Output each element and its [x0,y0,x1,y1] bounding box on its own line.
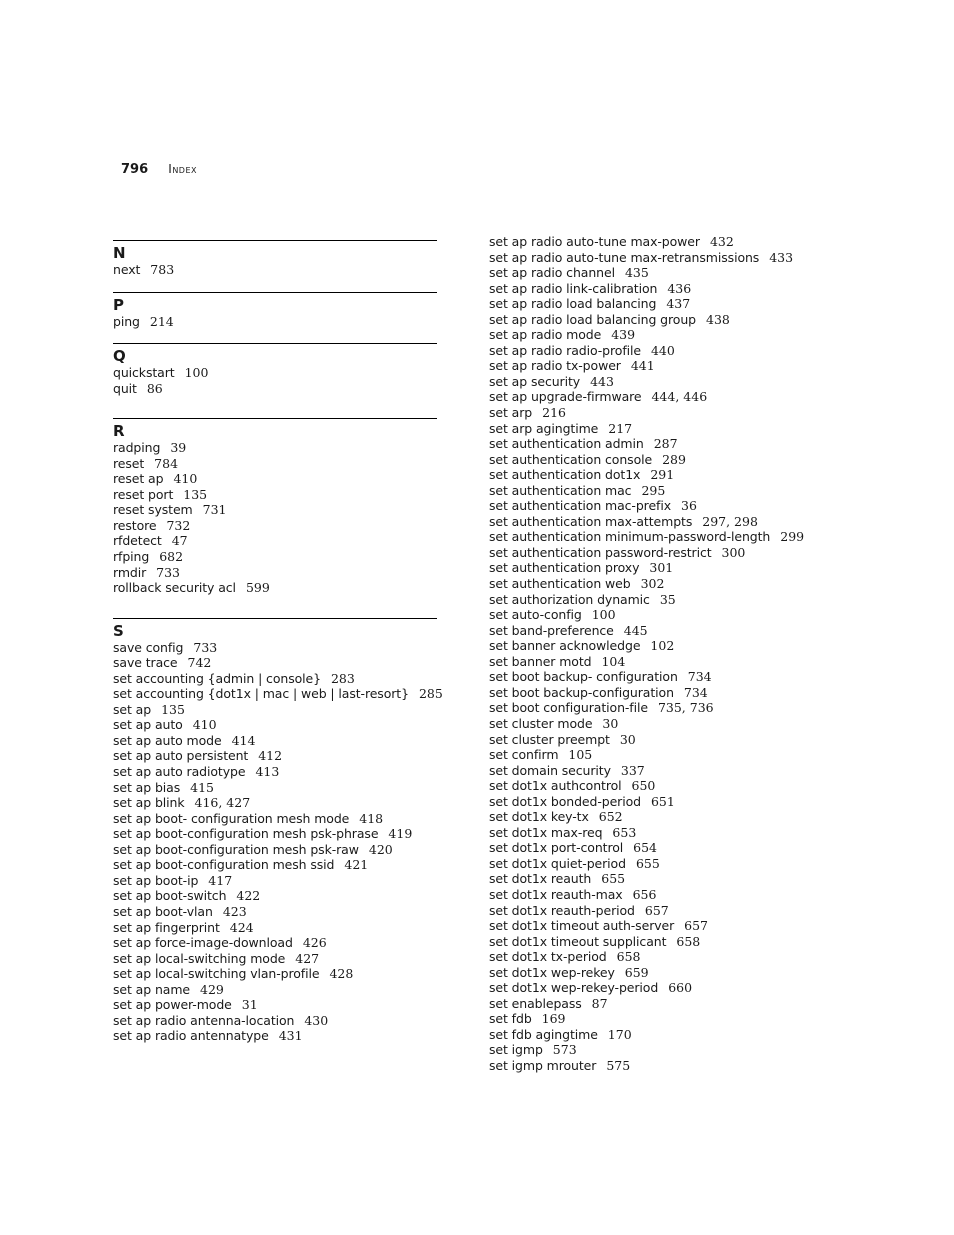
page-reference: 417 [208,872,233,888]
index-term: set ap auto persistent [113,748,249,764]
index-term: set band-preference [489,622,614,638]
index-term: set authentication admin [489,436,644,452]
index-term: restore [113,517,157,533]
index-term: set dot1x wep-rekey-period [489,980,659,996]
index-term: set accounting {admin | console} [113,670,321,686]
index-term: set ap radio load balancing [489,296,657,312]
index-term: set authorization dynamic [489,591,650,607]
index-term: set ap bias [113,779,181,795]
index-entry [489,234,829,250]
page-reference: 656 [632,886,657,902]
page-reference: 731 [202,502,227,518]
index-term: set ap boot-vlan [113,903,213,919]
index-entry [113,982,437,998]
page-reference: 415 [190,779,214,795]
index-term: set dot1x authcontrol [489,778,622,794]
index-entry [489,436,829,452]
index-entry [489,607,829,623]
index-entry [489,840,829,856]
index-entry [489,452,829,468]
page-reference: 416, 427 [194,795,251,811]
index-term: set ap blink [113,795,185,811]
index-term: set igmp [489,1042,543,1058]
index-entry [113,381,437,397]
index-entry [489,389,829,405]
page-reference: 418 [359,810,384,826]
index-term: set enablepass [489,995,582,1011]
page-reference: 102 [650,638,675,654]
page-reference: 651 [650,793,675,809]
index-entry [489,358,829,374]
index-term: reset port [113,486,174,502]
index-entry [489,1027,829,1043]
section-letter: S [113,621,124,640]
page-reference: 302 [640,576,665,592]
page-reference: 439 [611,327,636,343]
index-entry [113,920,437,936]
index-entry [113,780,437,796]
index-entry [489,483,829,499]
page-reference: 432 [709,234,734,249]
index-term: set ap radio tx-power [489,358,621,374]
index-entry [113,997,437,1013]
index-term: save trace [113,655,178,671]
index-entry [113,935,437,951]
index-entry [489,1042,829,1058]
index-section [113,343,437,396]
index-term: set dot1x bonded-period [489,793,641,809]
page-reference: 440 [650,342,675,358]
index-term: set authentication minimum-password-length [489,529,771,545]
page-reference: 428 [329,966,354,982]
index-entry [489,716,829,732]
index-entry [489,529,829,545]
page-reference: 86 [146,380,163,396]
index-entry [113,456,437,472]
index-entry [489,871,829,887]
page-reference: 650 [631,778,656,794]
index-term: save config [113,639,184,655]
index-entry [489,421,829,437]
index-term: set authentication max-attempts [489,513,693,529]
page-reference: 734 [687,669,712,685]
index-entry [489,281,829,297]
index-entry [113,565,437,581]
index-entry [113,640,437,656]
page-reference: 287 [653,436,678,452]
page-reference: 429 [200,981,224,997]
page-reference: 295 [641,482,666,498]
index-term: set authentication dot1x [489,467,641,483]
index-entry [489,545,829,561]
page-reference: 285 [418,686,443,702]
index-term: set authentication console [489,451,653,467]
index-term: set dot1x timeout auth-server [489,918,675,934]
index-entry [489,887,829,903]
index-term: set ap radio mode [489,327,602,343]
index-term: quit [113,380,137,396]
index-term: set authentication proxy [489,560,640,576]
index-entry [489,343,829,359]
page-header [121,160,197,179]
page-reference: 424 [229,919,254,935]
index-term: set dot1x max-req [489,824,603,840]
index-entry [113,533,437,549]
index-entry [489,809,829,825]
index-term: set ap [113,701,152,717]
page-reference: 443 [590,373,614,389]
index-term: set ap radio auto-tune max-retransmissions [489,249,760,265]
page-reference: 735, 736 [657,700,714,716]
index-term: reset system [113,502,193,518]
page-reference: 100 [591,607,616,623]
page-reference: 30 [602,715,619,731]
page-reference: 413 [255,764,280,780]
page-reference: 297, 298 [702,513,758,529]
page-reference: 337 [620,762,645,778]
index-entry [113,580,437,596]
page-reference: 36 [681,498,697,514]
index-term: set ap power-mode [113,997,232,1013]
page-reference: 35 [659,591,676,607]
index-term: set banner acknowledge [489,638,641,654]
index-entry [489,312,829,328]
index-term: set ap radio auto-tune max-power [489,234,700,249]
index-entry [489,654,829,670]
index-term: ping [113,313,140,329]
page-reference: 291 [650,467,675,483]
index-entry [489,732,829,748]
index-entry [113,702,437,718]
index-term: set accounting {dot1x | mac | web | last-resort} [113,686,409,702]
page-reference: 433 [769,249,794,265]
index-term: radping [113,440,161,456]
index-term: set dot1x key-tx [489,809,589,825]
index-term: set cluster preempt [489,731,610,747]
index-entry [113,826,437,842]
index-term: set ap force-image-download [113,935,293,951]
page-reference: 445 [623,622,648,638]
page-reference: 105 [568,747,593,763]
index-term: set dot1x reauth [489,871,592,887]
page-reference: 655 [635,855,660,871]
page-reference: 783 [150,262,175,277]
index-entry [113,842,437,858]
index-entry [113,655,437,671]
index-entry [489,638,829,654]
index-entry [113,904,437,920]
page-reference: 214 [149,313,174,329]
index-term: set authentication mac-prefix [489,498,672,514]
index-entry [113,764,437,780]
index-entry [113,471,437,487]
page-reference: 435 [624,265,649,281]
index-term: set dot1x reauth-period [489,902,635,918]
index-term: quickstart [113,365,175,381]
index-term: set ap auto radiotype [113,764,246,780]
index-section [113,418,437,595]
index-term: set ap boot-switch [113,888,227,904]
index-entry [489,498,829,514]
index-term: set domain security [489,762,611,778]
index-entry [489,949,829,965]
page-reference: 135 [161,701,185,717]
index-term: set boot configuration-file [489,700,648,716]
index-entry [489,374,829,390]
page-reference: 31 [241,997,258,1013]
index-term: set ap security [489,373,581,389]
index-term: set arp agingtime [489,420,599,436]
index-term: set dot1x timeout supplicant [489,933,667,949]
index-section [113,240,437,278]
index-entry [489,576,829,592]
page-reference: 657 [644,902,669,918]
page-reference: 733 [156,564,181,580]
index-term: set ap boot-configuration mesh ssid [113,857,335,873]
page-reference: 733 [193,639,218,655]
page-reference: 87 [591,995,608,1011]
page-reference: 682 [159,549,184,565]
index-entry [489,265,829,281]
index-entry [489,747,829,763]
page-reference: 437 [666,296,691,312]
index-entry [113,966,437,982]
page-reference: 216 [542,405,566,421]
page-reference: 419 [388,826,413,842]
page-reference: 732 [166,517,191,533]
page-reference: 423 [222,903,247,919]
index-term: set confirm [489,747,559,763]
index-term: set boot backup-configuration [489,684,674,700]
index-entry [489,996,829,1012]
page-reference: 104 [601,653,626,669]
page-reference: 657 [684,918,709,934]
page-reference: 653 [612,824,637,840]
page-reference: 441 [630,358,655,374]
running-title: Index [168,162,197,176]
index-term: set authentication mac [489,482,632,498]
section-letter: R [113,422,125,441]
index-term: set ap boot-ip [113,872,199,888]
index-term: next [113,262,141,277]
page-reference: 30 [619,731,636,747]
index-entry [489,685,829,701]
page-reference: 412 [258,748,283,764]
index-entry [489,825,829,841]
index-term: set ap local-switching vlan-profile [113,966,320,982]
index-term: set ap radio antennatype [113,1028,269,1044]
index-entry [113,549,437,565]
page-reference: 436 [667,280,692,296]
index-term: set banner motd [489,653,592,669]
index-term: set ap boot- configuration mesh mode [113,810,350,826]
index-term: set cluster mode [489,715,593,731]
index-entry [489,918,829,934]
index-term: set igmp mrouter [489,1057,597,1073]
page-reference: 652 [598,809,623,825]
index-entry [113,365,437,381]
index-entry [113,518,437,534]
index-entry [113,888,437,904]
index-term: set ap fingerprint [113,919,220,935]
page-reference: 300 [721,544,746,560]
page-number: 796 [121,162,149,177]
index-entry [489,467,829,483]
page-reference: 217 [608,420,633,436]
index-entry [113,748,437,764]
page-reference: 283 [330,670,355,686]
index-entry [489,903,829,919]
index-entry [489,980,829,996]
index-entry [489,965,829,981]
section-letter: P [113,295,124,314]
index-entry [113,733,437,749]
index-entry [113,1013,437,1029]
index-entry [113,795,437,811]
index-entry [489,405,829,421]
index-term: rfdetect [113,533,162,549]
index-term: rmdir [113,564,147,580]
index-entry [113,873,437,889]
page-reference: 135 [183,486,208,502]
index-term: set dot1x tx-period [489,949,607,965]
index-entry [489,1058,829,1074]
index-term: set boot backup- configuration [489,669,678,685]
index-term: set ap radio antenna-location [113,1012,295,1028]
page-reference: 659 [624,964,649,980]
index-term: set ap radio radio-profile [489,342,641,358]
index-entry [489,794,829,810]
index-section [113,292,437,330]
index-entry [113,502,437,518]
index-term: set ap radio link-calibration [489,280,658,296]
index-term: set dot1x quiet-period [489,855,626,871]
index-term: set dot1x reauth-max [489,886,623,902]
index-section [113,618,443,1044]
page-reference: 444, 446 [651,389,708,405]
index-entry [113,857,437,873]
index-entry [489,296,829,312]
page-reference: 654 [633,840,658,856]
page-reference: 289 [662,451,686,467]
page-reference: 301 [649,560,674,576]
index-term: set ap radio load balancing group [489,311,696,327]
index-entry [489,763,829,779]
page-reference: 660 [668,980,693,996]
index-entry [113,1028,437,1044]
index-term: set ap local-switching mode [113,950,286,966]
index-term: set ap upgrade-firmware [489,389,642,405]
section-letter: Q [113,347,126,366]
section-letter: N [113,244,126,262]
page-reference: 655 [601,871,626,887]
page-reference: 426 [302,935,327,951]
index-term: set dot1x port-control [489,840,624,856]
page-reference: 599 [245,580,270,596]
page-reference: 420 [368,841,393,857]
index-entry [489,250,829,266]
index-term: set ap auto mode [113,732,222,748]
index-term: rfping [113,549,150,565]
index-entry [113,440,437,456]
index-term: set authentication password-restrict [489,544,712,560]
page-reference: 575 [606,1057,631,1073]
index-column-left [113,240,443,1044]
index-term: set ap boot-configuration mesh psk-raw [113,841,359,857]
page-reference: 658 [616,949,641,965]
page-reference: 573 [552,1042,577,1058]
page-reference: 734 [683,684,708,700]
index-entry [489,560,829,576]
index-entry [113,686,443,702]
page-reference: 430 [304,1012,329,1028]
page-reference: 299 [780,529,805,545]
index-entry [113,671,437,687]
index-term: reset ap [113,471,164,487]
index-term: reset [113,455,145,471]
index-entry [489,778,829,794]
index-term: set authentication web [489,576,631,592]
index-entry [489,700,829,716]
index-entry [489,514,829,530]
index-entry [489,669,829,685]
index-entry [113,487,437,503]
page-reference: 169 [541,1011,566,1027]
index-entry [113,811,437,827]
index-term: rollback security acl [113,580,236,596]
index-term: set ap auto [113,717,183,733]
index-entry [113,262,437,278]
page-reference: 658 [676,933,701,949]
index-term: set fdb agingtime [489,1026,598,1042]
page-reference: 410 [173,471,198,487]
index-term: set ap boot-configuration mesh psk-phrase [113,826,379,842]
index-entry [113,314,437,330]
page-reference: 421 [344,857,369,873]
index-term: set ap name [113,981,190,997]
index-term: set dot1x wep-rekey [489,964,615,980]
index-entry [489,856,829,872]
index-term: set arp [489,405,533,421]
index-term: set ap radio channel [489,265,615,281]
page-reference: 431 [278,1028,303,1044]
page-reference: 414 [231,732,256,748]
page-reference: 100 [184,365,209,381]
index-entry [489,592,829,608]
index-entry [489,327,829,343]
page-reference: 170 [607,1026,632,1042]
index-entry [489,623,829,639]
index-entry [113,951,437,967]
page-reference: 438 [706,311,730,327]
page-reference: 784 [154,455,179,471]
page-reference: 427 [295,950,320,966]
page-reference: 39 [170,440,187,456]
page-reference: 422 [236,888,261,904]
index-column-right [489,234,829,1074]
page-reference: 410 [192,717,217,733]
index-entry [489,1011,829,1027]
page-reference: 742 [187,655,212,671]
index-term: set fdb [489,1011,532,1027]
index-term: set auto-config [489,607,582,623]
page-reference: 47 [171,533,188,549]
index-entry [489,934,829,950]
index-entry [113,717,437,733]
